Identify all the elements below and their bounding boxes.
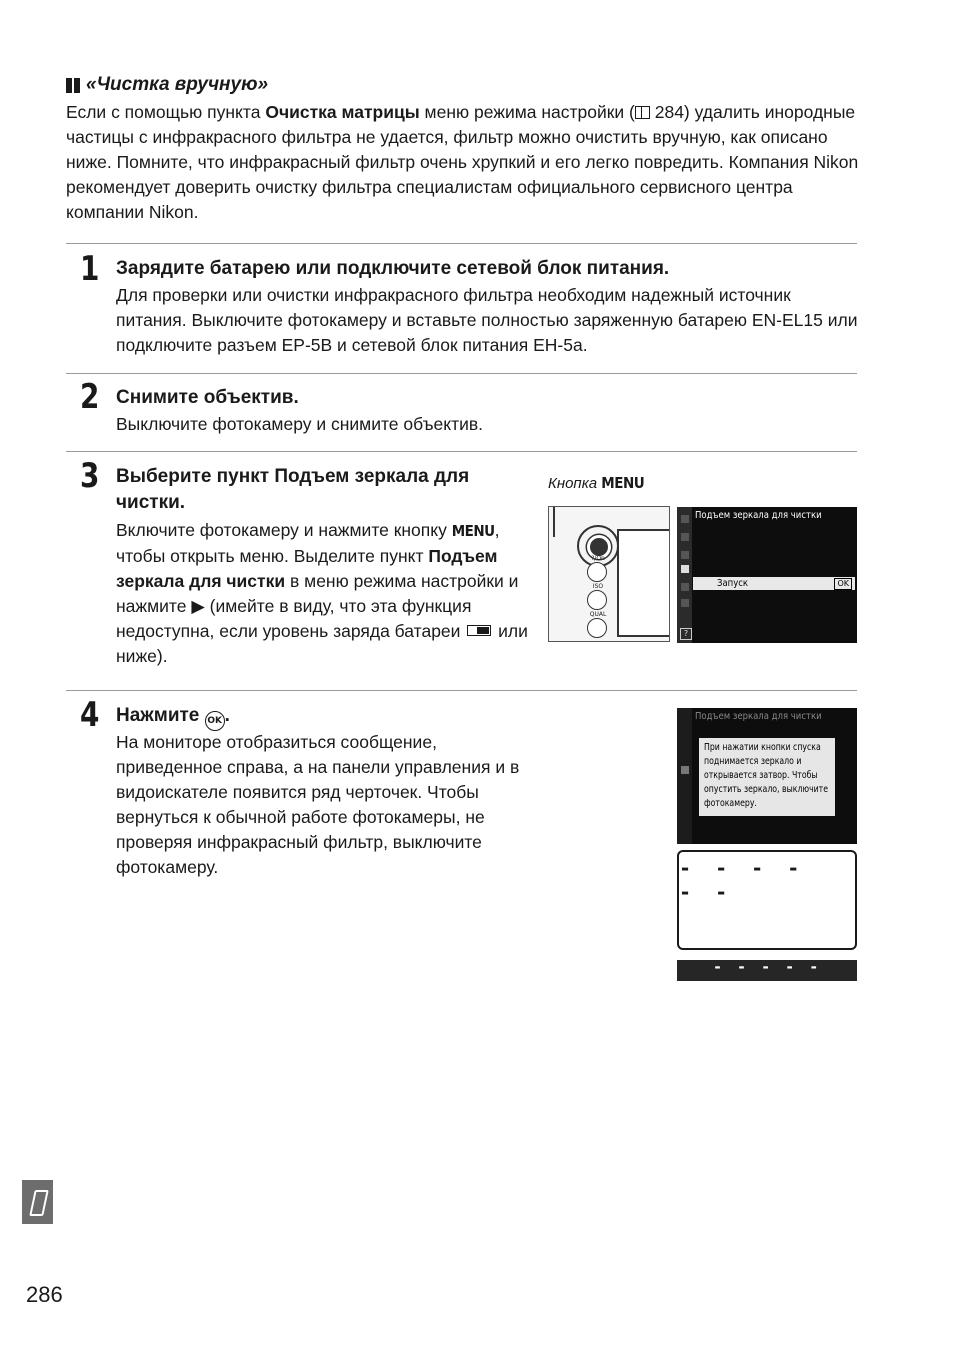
step-body-text-4: (имейте в виду, что эта функция недоступна, если уровень заряда батареи bbox=[116, 596, 472, 641]
step-heading bbox=[116, 464, 536, 516]
intro-text-2: меню режима настройки ( bbox=[419, 102, 635, 122]
message-line: фотокамеру. bbox=[704, 798, 757, 809]
step-body-bold: Подъем зеркала для чистки bbox=[116, 546, 498, 591]
step-body: Для проверки или очистки инфракрасного фильтра необходим надежный источник питания. Выключите фотокамеру и вставьте полностью заряженную батарею EN-EL15 или подключите разъем EP-5B и сетевой блок питания EH-5a. bbox=[116, 285, 858, 355]
control-panel-illustration bbox=[677, 850, 857, 950]
step-body-text-2: , чтобы открыть меню. Выделите пункт bbox=[116, 520, 500, 566]
iso-button-label: ISO bbox=[592, 583, 604, 590]
lcd-menu-screen bbox=[677, 507, 857, 643]
control-panel-dashes: - - - - - - bbox=[679, 856, 806, 904]
step-body: На мониторе отобразиться сообщение, приведенное справа, а на панели управления и в видоискателе появится ряд черточек. Чтобы вернуться к обычной работе фотокамеры, не проверяя инфракрасный фильтр, выключите фотокамеру. bbox=[116, 732, 520, 877]
step-heading bbox=[116, 703, 230, 731]
section-marker-icon bbox=[66, 78, 80, 93]
menu-button-caption bbox=[548, 474, 644, 492]
book-icon bbox=[635, 106, 650, 119]
intro-paragraph bbox=[66, 100, 866, 225]
step-number: 2 bbox=[80, 377, 100, 417]
lcd-selected-item bbox=[693, 577, 855, 590]
intro-bold: Очистка матрицы bbox=[265, 102, 420, 122]
page-number: 286 bbox=[26, 1282, 63, 1307]
help-button bbox=[587, 562, 607, 582]
pen-icon bbox=[29, 1190, 49, 1216]
step-body: Выключите фотокамеру и снимите объектив. bbox=[116, 414, 484, 434]
step-body-text-1: Включите фотокамеру и нажмите кнопку bbox=[116, 520, 452, 540]
help-icon: ? bbox=[680, 628, 692, 640]
step-heading: Снимите объектив. bbox=[116, 387, 299, 408]
step-heading-text: Выберите пункт bbox=[116, 466, 275, 487]
step-body bbox=[116, 518, 536, 669]
menu-tab-rail bbox=[677, 708, 692, 844]
step-heading-bold: Подъем зеркала для чистки. bbox=[116, 466, 470, 513]
help-button-label: ?/On bbox=[591, 555, 605, 562]
lcd-message-box bbox=[699, 738, 835, 816]
section-title bbox=[66, 74, 268, 96]
message-line: открывается затвор. Чтобы bbox=[704, 770, 818, 781]
intro-text-3: 284) удалить инородные частицы с инфракрасного фильтра не удается, фильтр можно очистить вручную, как описано ниже. Помните, что инфракрасный фильтр очень хрупкий и его легко повредить. Компания Nikon рекомендует доверить очистку фильтра специалистам официального сервисного центра компании Nikon. bbox=[66, 102, 859, 222]
menu-button-word: MENU bbox=[451, 522, 495, 540]
lcd-item-label: Запуск bbox=[717, 578, 749, 589]
lcd-title: Подъем зеркала для чистки bbox=[695, 510, 822, 521]
viewfinder-illustration bbox=[677, 960, 857, 981]
step-heading: Зарядите батарею или подключите сетевой блок питания. bbox=[116, 258, 670, 279]
divider bbox=[66, 451, 857, 452]
qual-button-label: QUAL bbox=[589, 611, 607, 618]
leader-line bbox=[553, 506, 555, 537]
step-number: 3 bbox=[80, 456, 100, 496]
ok-button-icon: OK bbox=[205, 711, 225, 731]
message-line: опустить зеркало, выключите bbox=[704, 784, 828, 795]
qual-button bbox=[587, 618, 607, 638]
lcd-title: Подъем зеркала для чистки bbox=[695, 711, 822, 722]
camera-monitor bbox=[617, 529, 670, 637]
caption-text: Кнопка bbox=[548, 475, 602, 492]
step-number: 1 bbox=[80, 249, 100, 289]
iso-button bbox=[587, 590, 607, 610]
step-body-text-5: или ниже). bbox=[116, 621, 528, 666]
step-heading-text: Нажмите bbox=[116, 705, 205, 726]
step-body-text-3: в меню режима настройки и нажмите bbox=[116, 571, 519, 616]
step-heading-end: . bbox=[224, 705, 230, 726]
ok-icon: OK bbox=[834, 578, 852, 590]
divider bbox=[66, 243, 857, 244]
message-line: поднимается зеркало и bbox=[704, 756, 802, 767]
lcd-message-screen bbox=[677, 708, 857, 844]
intro-text-1: Если с помощью пункта bbox=[66, 102, 266, 122]
message-line: При нажатии кнопки спуска bbox=[704, 742, 821, 753]
divider bbox=[66, 690, 857, 691]
right-arrow-icon: ▶ bbox=[191, 596, 205, 616]
divider bbox=[66, 373, 857, 374]
step-number: 4 bbox=[80, 695, 100, 735]
caption-menu-word: MENU bbox=[601, 474, 645, 492]
battery-icon bbox=[467, 625, 491, 636]
menu-tab-rail bbox=[677, 507, 692, 643]
viewfinder-dashes: - - - - - bbox=[713, 958, 822, 976]
camera-back-illustration bbox=[548, 506, 670, 642]
chapter-tab bbox=[22, 1180, 53, 1224]
section-title-text: «Чистка вручную» bbox=[86, 74, 269, 95]
